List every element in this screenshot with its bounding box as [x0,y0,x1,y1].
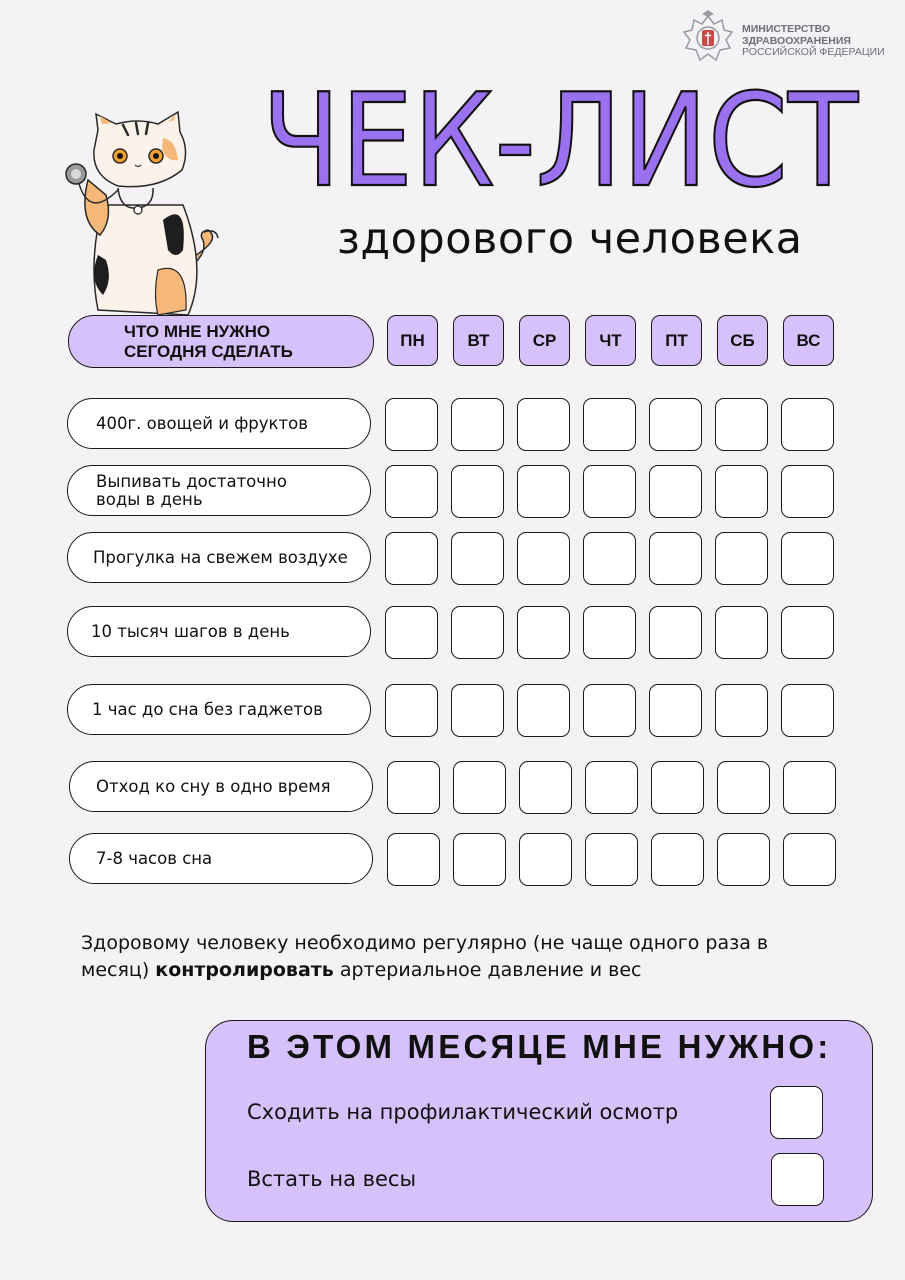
note-text-end: артериальное давление и вес [333,959,642,981]
checkbox-tue[interactable] [453,761,506,814]
task-column-header [68,315,374,368]
checkbox-sat[interactable] [715,684,768,737]
day-header-fri: ПТ [651,315,702,366]
task-label-text: Выпивать достаточно [96,471,287,491]
task-label-text: воды в день [96,489,203,509]
logo-text-line2: ЗДРАВООХРАНЕНИЯ [742,34,851,47]
checkbox-wed[interactable] [517,684,570,737]
checkbox-mon[interactable] [385,532,438,585]
checkbox-mon[interactable] [387,761,440,814]
logo-text-line1: МИНИСТЕРСТВО [742,23,831,35]
checkbox-wed[interactable] [517,465,570,518]
task-label-text: 10 тысяч шагов в день [91,621,290,641]
day-header-sat: СБ [717,315,768,366]
checkbox-wed[interactable] [519,833,572,886]
title-text: ЧЕК-ЛИСТ [262,70,859,210]
day-header-wed: СР [519,315,570,366]
task-label-text: 7-8 часов сна [96,848,213,868]
task-header-line1: ЧТО МНЕ НУЖНО [124,322,271,341]
title-graphic [262,70,872,210]
checkbox-sun[interactable] [783,833,836,886]
day-header-tue: ВТ [453,315,504,366]
checkbox-sun[interactable] [781,606,834,659]
checkbox-thu[interactable] [583,606,636,659]
note-text: Здоровому человеку необходимо регулярно (не чаще одного раза в месяц) [81,932,769,981]
checkbox-sat[interactable] [715,606,768,659]
day-header-thu: ЧТ [585,315,636,366]
checkbox-mon[interactable] [385,398,438,451]
checkbox-sat[interactable] [717,761,770,814]
checkbox-sun[interactable] [781,398,834,451]
emblem-icon [680,10,736,70]
monthly-tasks-title: В ЭТОМ МЕСЯЦЕ МНЕ НУЖНО: [247,1028,832,1065]
task-label [67,684,371,735]
checkbox-fri[interactable] [649,532,702,585]
task-label [69,833,373,884]
checkbox-sun[interactable] [783,761,836,814]
checkbox-wed[interactable] [517,532,570,585]
checkbox-fri[interactable] [651,761,704,814]
checkbox-sun[interactable] [781,532,834,585]
task-label [67,532,371,583]
checkbox-sat[interactable] [715,398,768,451]
blood-pressure-note [81,930,801,984]
checkbox-wed[interactable] [517,398,570,451]
page-title [262,70,872,210]
checkbox-thu[interactable] [583,532,636,585]
checkbox-thu[interactable] [585,761,638,814]
checkbox-wed[interactable] [519,761,572,814]
task-label [69,761,373,812]
checkbox-sat[interactable] [717,833,770,886]
checkbox-mon[interactable] [387,833,440,886]
task-label [67,465,371,516]
day-header-mon: ПН [387,315,438,366]
checkbox-mon[interactable] [385,606,438,659]
task-label-text: Отход ко сну в одно время [96,776,331,796]
checkbox-fri[interactable] [649,398,702,451]
checkbox-tue[interactable] [451,606,504,659]
task-label [67,606,371,657]
checkbox-sun[interactable] [781,684,834,737]
checkbox-mon[interactable] [385,465,438,518]
checkbox-mon[interactable] [385,684,438,737]
checkbox-fri[interactable] [651,833,704,886]
cat-doctor-illustration [58,110,238,325]
task-label [67,398,371,449]
task-label-text: Прогулка на свежем воздухе [93,547,348,567]
checkbox-thu[interactable] [583,465,636,518]
task-label-text: 1 час до сна без гаджетов [92,699,323,719]
checkbox-tue[interactable] [451,398,504,451]
task-label-text: 400г. овощей и фруктов [96,413,308,433]
monthly-checkbox-checkup[interactable] [770,1086,823,1139]
checkbox-tue[interactable] [451,465,504,518]
monthly-task-checkup: Сходить на профилактический осмотр [247,1100,679,1124]
checkbox-tue[interactable] [451,684,504,737]
checkbox-fri[interactable] [649,606,702,659]
monthly-checkbox-weigh[interactable] [771,1153,824,1206]
logo-text-line3: РОССИЙСКОЙ ФЕДЕРАЦИИ [742,46,885,58]
checkbox-thu[interactable] [583,684,636,737]
checkbox-fri[interactable] [649,465,702,518]
day-header-sun: ВС [783,315,834,366]
task-header-line2: СЕГОДНЯ СДЕЛАТЬ [124,342,293,361]
checkbox-sat[interactable] [715,532,768,585]
ministry-logo [680,10,895,70]
checkbox-thu[interactable] [583,398,636,451]
checkbox-thu[interactable] [585,833,638,886]
checkbox-fri[interactable] [649,684,702,737]
page-subtitle: здорового человека [337,214,803,264]
checkbox-sat[interactable] [715,465,768,518]
monthly-task-weigh: Встать на весы [247,1167,417,1191]
checkbox-tue[interactable] [451,532,504,585]
checkbox-sun[interactable] [781,465,834,518]
checkbox-tue[interactable] [453,833,506,886]
checkbox-wed[interactable] [517,606,570,659]
note-bold-text: контролировать [155,959,334,981]
